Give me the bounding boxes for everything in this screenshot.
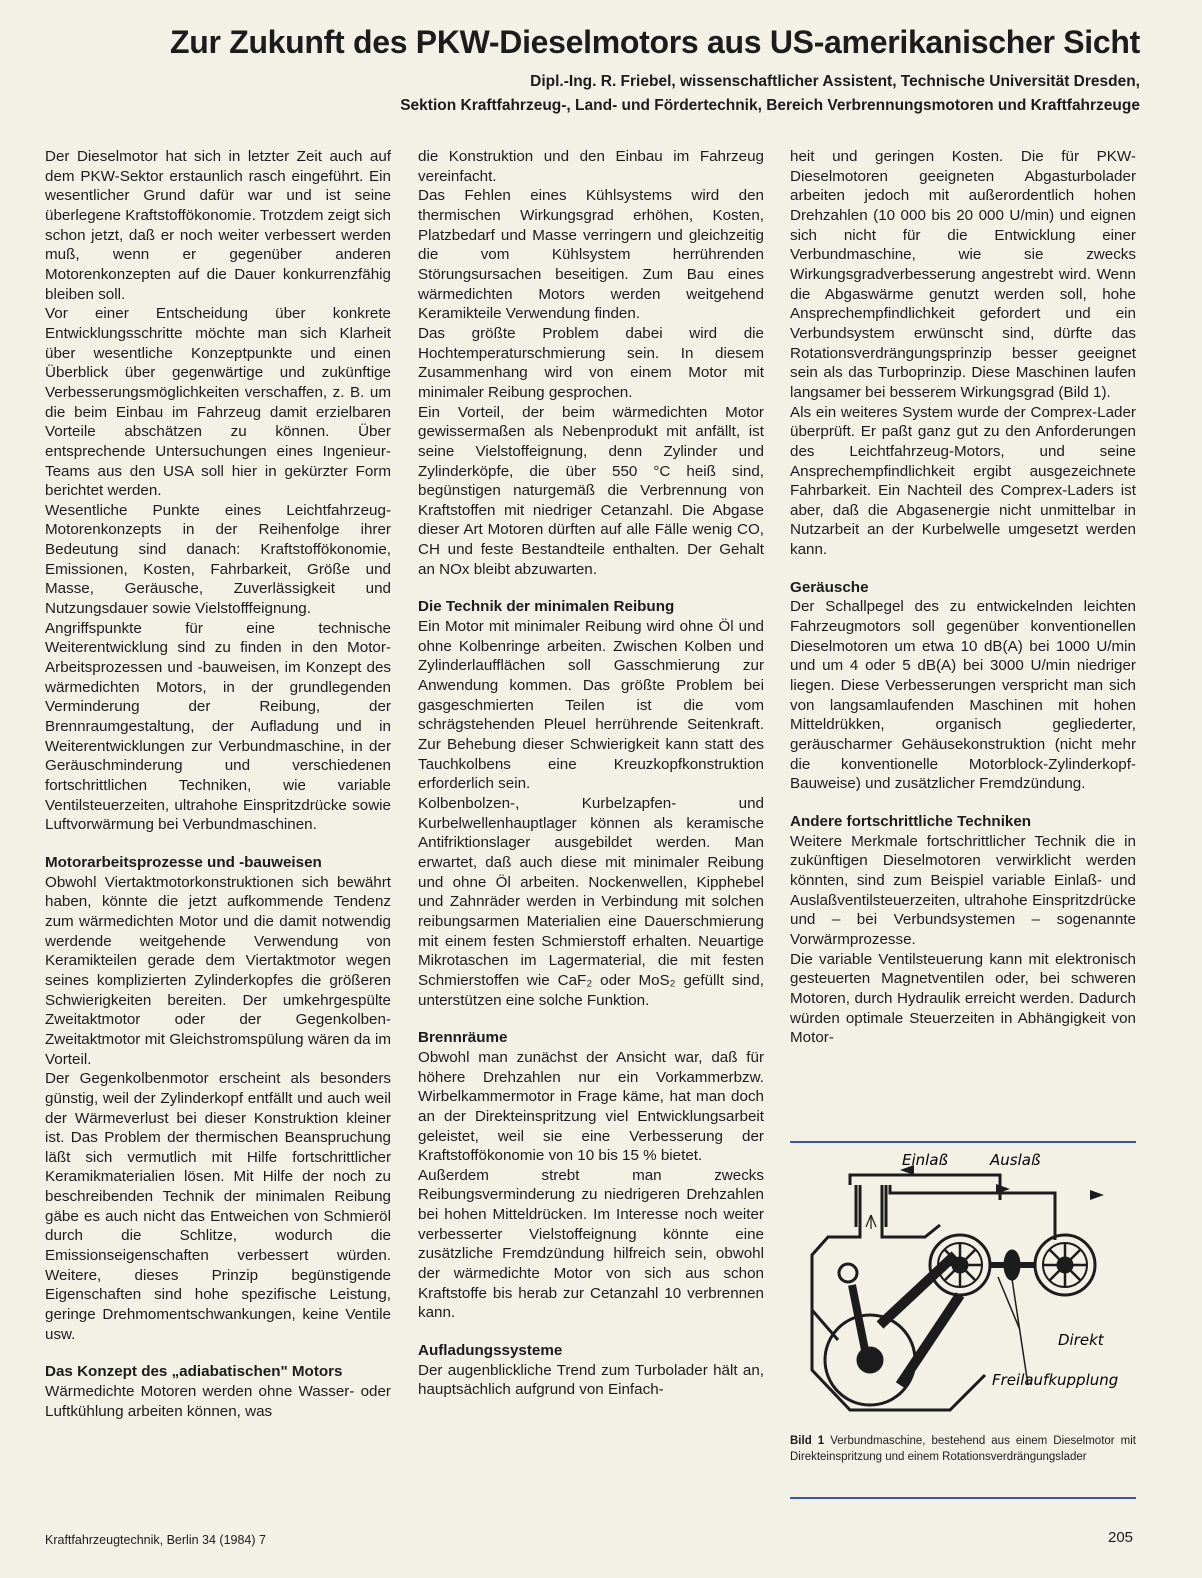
crank-journal — [858, 1348, 882, 1372]
figure-rule-bottom — [790, 1497, 1136, 1499]
article-title: Zur Zukunft des PKW-Dieselmotors aus US-amerikanischer Sicht — [169, 24, 1140, 60]
paragraph: Angriffspunkte für eine technische Weiterentwicklung sind zu finden in den Motor-Arbeitsprozessen und -bauweisen, im Konzept des wärmedichten Motors, in der grundlegenden Verminderung der Reibung, der Brennraumgestaltung, der Aufladung und in Weiterentwicklungen zur Verbundmaschine, in der Geräuschminderung und verschiedenen fortschrittlichen Techniken, wie variable Ventilsteuerzeiten, ultrahohe Einspritzdrücke sowie Luftvorwärmung bei Verbundmaschinen. — [45, 619, 391, 834]
label-auslass: Auslaß — [990, 1151, 1041, 1169]
text-column-2 — [418, 147, 764, 1400]
author-affiliation: Sektion Kraftfahrzeug-, Land- und Fördertechnik, Bereich Verbrennungsmotoren und Kraftfahrzeuge — [400, 97, 1140, 114]
paragraph: heit und geringen Kosten. Die für PKW-Dieselmotoren geeigneten Abgasturbolader arbeiten jedoch mit außerordentlich hohen Drehzahlen (10 000 bis 20 000 U/min) und eignen sich nicht für die Entwicklung einer Verbundmaschine, wie sie zwecks Wirkungsgradverbesserung angestrebt wird. Wenn die Abgaswärme genutzt werden soll, hohe Ansprechempfindlichkeit gefordert und ein Verbundsystem erwünscht sind, dürfte das Rotationsverdrängungsprinzip besser geeignet sein als das Turboprinzip. Diese Maschinen laufen langsamer bei besserem Wirkungsgrad (Bild 1). — [790, 148, 1136, 401]
paragraph: die Konstruktion und den Einbau im Fahrzeug vereinfacht. — [418, 148, 764, 185]
paragraph: Kolbenbolzen-, Kurbelzapfen- und Kurbelwellenhauptlager können als keramische Antifriktionslager ausgebildet werden. Man erwartet, daß auch diese mit minimaler Reibung und ohne Öl arbeiten. Nockenwellen, Kipphebel und Zahnräder werden in Verbindung mit solchen reibungsarmen Materialien eine Dauerschmierung mit einem festen Schmierstoff erhalten. Neuartige Mikrotaschen im Lagermaterial, die mit festen Schmierstoffen wie CaF₂ oder MoS₂ gefüllt sind, unterstützen eine solche Funktion. — [418, 795, 764, 1009]
paragraph: Der Dieselmotor hat sich in letzter Zeit auch auf dem PKW-Sektor erstaunlich rasch eingeführt. Ein wesentlicher Grund dafür war und ist seine überlegene Kraftstoffökonomie. Trotzdem zeigt sich schon jetzt, daß er noch weiter verbessert werden muß, wenn er gegenüber anderen Motorenkonzepten auf die Dauer konkurrenzfähig bleiben soll. — [45, 148, 391, 303]
paragraph: Außerdem strebt man zwecks Reibungsverminderung zu niedrigeren Drehzahlen bei hohen Mitteldrücken. Im Interesse noch weiter verbesserter Vielstoffeignung könnte eine zusätzliche Fremdzündung hilfreich sein, obwohl der wärmedichte Motor von sich aus schon Kraftstoffe bis herab zur Cetanzahl 10 verbrennen kann. — [418, 1166, 764, 1322]
paragraph: Vor einer Entscheidung über konkrete Entwicklungsschritte möchte man sich Klarheit über wesentliche Konzeptpunkte und einen Überblick über gegenwärtige und zukünftige Verbesserungsmöglichkeiten verschaffen, z. B. um die beim Einbau im Fahrzeug damit erzielbaren Vorteile abschätzen zu können. Über entsprechende Untersuchungen eines Ingenieur-Teams aus den USA soll hier in gekürzter Form berichtet werden. — [45, 305, 391, 500]
figure-caption — [790, 1433, 1136, 1465]
paragraph: Der Gegenkolbenmotor erscheint als besonders günstig, weil der Zylinderkopf entfällt und auch weil der Wärmeverlust bei dieser Konstruktion kleiner ist. Das Problem der thermischen Beanspruchung läßt sich vermutlich mit Hilfe fortschrittlicher Keramikmaterialien lösen. Mit Hilfe der noch zu beschreibenden Technik der minimalen Reibung gäbe es auch nicht das Entweichen von Schmieröl durch die Schlitze, wodurch die Emissionseigenschaften verbessert würden. Weitere, dieses Prinzip begünstigende Eigenschaften sind hohe spezifische Leistung, geringe Drehmomentschwankungen, keine Ventile usw. — [45, 1070, 391, 1343]
figure-rule-top — [790, 1141, 1136, 1143]
paragraph: Obwohl man zunächst der Ansicht war, daß für höhere Drehzahlen nur ein Vorkammerbzw. Wirbelkammermotor in Frage käme, hat man doch an der Direkteinspritzung viel Entwicklungsarbeit geleistet, weil sie eine Verbesserung der Kraftstoffökonomie von 10 bis 15 % bietet. — [418, 1048, 764, 1165]
author-line: Dipl.-Ing. R. Friebel, wissenschaftlicher Assistent, Technische Universität Dresden, — [530, 73, 1140, 90]
section-heading: Geräusche — [790, 578, 869, 596]
paragraph: Der augenblickliche Trend zum Turbolader hält an, hauptsächlich aufgrund von Einfach- — [418, 1361, 764, 1399]
paragraph: Ein Vorteil, der beim wärmedichten Motor gewissermaßen als Nebenprodukt mit anfällt, ist seine Vielstoffeignung, denn Zylinder und Zylinderköpfe, die über 550 °C heiß sind, begünstigen naturgemäß die Verbrennung von Kraftstoffen mit niedriger Cetanzahl. Die Abgase dieser Art Motoren dürften auf alle Fälle wenig CO, CH und feste Bestandteile enthalten. Der Gehalt an NOx bleibt abzuwarten. — [418, 403, 764, 578]
paragraph: Das größte Problem dabei wird die Hochtemperaturschmierung sein. In diesem Zusammenhang wird von einem Motor mit minimaler Reibung gesprochen. — [418, 324, 764, 401]
caption-text: Verbundmaschine, bestehend aus einem Dieselmotor mit Direkteinspritzung und einem Rotationsverdrängungslader — [790, 1435, 1137, 1463]
text-column-1 — [45, 147, 391, 1421]
compound-engine-diagram — [790, 1145, 1136, 1435]
page-number: 205 — [1108, 1529, 1134, 1546]
caption-number: Bild 1 — [790, 1435, 825, 1447]
paragraph: Weitere Merkmale fortschrittlicher Technik die in zukünftigen Dieselmotoren verwirklicht werden könnten, sind zum Beispiel variable Einlaß- und Auslaßventilsteuerzeiten, ultrahohe Einspritzdrücke und – bei Verbundsystemen – sogenannte Vorwärmprozesse. — [790, 832, 1136, 948]
section-heading: Motorarbeitsprozesse und -bauweisen — [45, 853, 322, 871]
section-heading: Aufladungssysteme — [418, 1342, 563, 1360]
section-heading: Brennräume — [418, 1029, 508, 1047]
text-column-3 — [790, 147, 1136, 1048]
paragraph: Das Fehlen eines Kühlsystems wird den thermischen Wirkungsgrad erhöhen, Kosten, Platzbedarf und Masse verringern und gleichzeitig die vom Kühlsystem herrührenden Störungsursachen beseitigen. Zum Bau eines wärmedichten Motors werden weitgehend Keramikteile Verwendung finden. — [418, 187, 764, 323]
section-heading: Die Technik der minimalen Reibung — [418, 598, 675, 616]
paragraph: Ein Motor mit minimaler Reibung wird ohne Öl und ohne Kolbenringe arbeiten. Zwischen Kolben und Zylinderlaufflächen soll Gasschmierung zur Anwendung kommen. Das größte Problem bei gasgeschmierten Teilen ist die vom schrägstehenden Pleuel herrührende Seitenkraft. Zur Behebung dieser Schwierigkeit kann statt des Tauchkolbens eine Kreuzkopfkonstruktion erforderlich sein. — [418, 618, 764, 793]
journal-footer: Kraftfahrzeugtechnik, Berlin 34 (1984) 7 — [45, 1533, 266, 1547]
section-heading: Andere fortschrittliche Techniken — [790, 813, 1032, 830]
paragraph: Obwohl Viertaktmotorkonstruktionen sich bewährt haben, könnte die jetzt aufkommende Tendenz zum wärmedichten Motor und die damit notwendig werdende weitgehende Verwendung von Keramikteilen gerade dem Viertaktmotor wegen seines komplizierten Zylinderkopfes die größeren Schwierigkeiten bereiten. Der umkehrgespülte Zweitaktmotor oder der Gegenkolben-Zweitaktmotor mit Gleichstromspülung wären da im Vorteil. — [45, 873, 391, 1068]
figure-1 — [790, 1141, 1136, 1499]
author-block — [200, 70, 1140, 118]
piston-pin — [839, 1264, 857, 1282]
paragraph: Der Schallpegel des zu entwickelnden leichten Fahrzeugmotors soll gegenüber konventionellen Dieselmotoren um etwa 10 dB(A) bei 1000 U/min und um 4 oder 5 dB(A) bei 3000 U/min niedriger liegen. Diese Verbesserungen verspricht man sich von langsamlaufenden Maschinen mit hohen Mitteldrükken, organisch gegliederter, geräuscharmer Gehäusekonstruktion (nicht mehr die konventionelle Motorblock-Zylinderkopf-Bauweise) und zusätzlicher Fremdzündung. — [790, 598, 1136, 793]
arrow-right-icon-2 — [1090, 1190, 1104, 1200]
label-einlass: Einlaß — [902, 1151, 948, 1169]
paragraph: Die variable Ventilsteuerung kann mit elektronisch gesteuerten Magnetventilen oder, bei schweren Motoren, durch Hydraulik erreicht werden. Dadurch würden optimale Steuerzeiten in Abhängigkeit von Motor- — [790, 950, 1136, 1047]
exhaust-pipe — [890, 1185, 1055, 1240]
paragraph: Wärmedichte Motoren werden ohne Wasser- oder Luftkühlung arbeiten können, was — [45, 1383, 391, 1420]
label-freilaufkupplung: Freilaufkupplung — [992, 1371, 1119, 1389]
paragraph: Als ein weiteres System wurde der Comprex-Lader überprüft. Er paßt ganz gut zu den Anforderungen des Leichtfahrzeug-Motors, und seine Ansprechempfindlichkeit ergibt ausgezeichnete Fahrbarkeit. Ein Nachteil des Comprex-Laders ist aber, daß die Abgasenergie nicht unmittelbar in Nutzarbeit an der Kurbelwelle umgesetzt werden kann. — [790, 403, 1136, 559]
intake-pipe — [850, 1175, 1000, 1200]
label-direkt: Direkt — [1058, 1331, 1104, 1349]
cylinder-wall-left — [812, 1185, 860, 1340]
paragraph: Wesentliche Punkte eines Leichtfahrzeug-Motorenkonzepts in der Reihenfolge ihrer Bedeutung sind danach: Kraftstoffökonomie, Emissionen, Kosten, Fahrbarkeit, Größe und Masse, Geräusche, Zuverlässigkeit und Nutzungsdauer sowie Vielstofffeignung. — [45, 501, 391, 618]
section-heading: Das Konzept des „adiabatischen" Motors — [45, 1363, 343, 1381]
freewheel-clutch — [1005, 1251, 1019, 1279]
